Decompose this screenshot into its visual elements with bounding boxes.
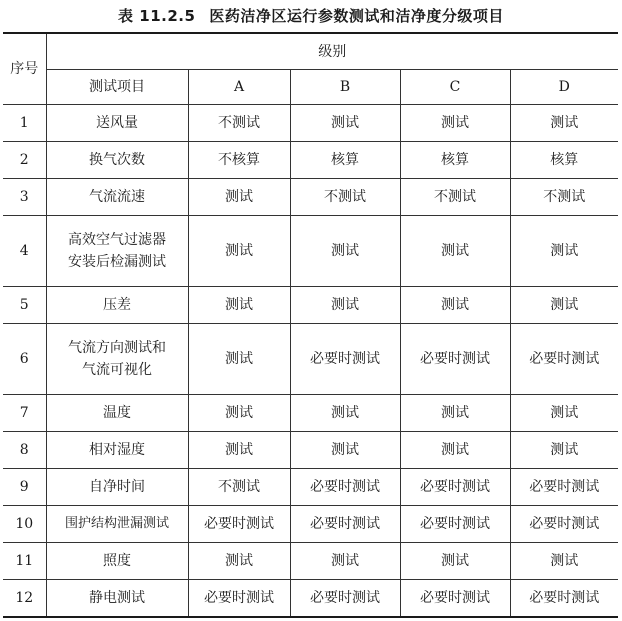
- cell-c: 必要时测试: [400, 469, 510, 506]
- row-item-line: 气流可视化: [82, 362, 152, 378]
- row-number: 7: [3, 395, 46, 432]
- table-row: [3, 469, 618, 506]
- cell-d: 必要时测试: [510, 580, 618, 618]
- header-row-columns: [3, 70, 618, 105]
- cell-a: 测试: [188, 395, 290, 432]
- table-row: [3, 506, 618, 543]
- row-item-line: 安装后检漏测试: [68, 254, 166, 270]
- row-item: 自净时间: [46, 469, 188, 506]
- cell-b: 测试: [290, 216, 400, 287]
- cell-d: 测试: [510, 395, 618, 432]
- cell-a: 测试: [188, 179, 290, 216]
- row-number: 4: [3, 216, 46, 287]
- row-number: 1: [3, 105, 46, 142]
- row-item: 照度: [46, 543, 188, 580]
- cell-b: 必要时测试: [290, 324, 400, 395]
- cell-b: 测试: [290, 432, 400, 469]
- cell-a: 测试: [188, 543, 290, 580]
- cell-b: 测试: [290, 395, 400, 432]
- cell-d: 必要时测试: [510, 469, 618, 506]
- table-caption: [0, 2, 622, 30]
- header-level: 级别: [46, 33, 618, 70]
- cell-c: 测试: [400, 287, 510, 324]
- cell-d: 测试: [510, 216, 618, 287]
- cell-c: 测试: [400, 543, 510, 580]
- cell-b: 必要时测试: [290, 506, 400, 543]
- cell-c: 测试: [400, 216, 510, 287]
- row-item: 压差: [46, 287, 188, 324]
- header-seq: 序号: [3, 33, 46, 105]
- row-number: 5: [3, 287, 46, 324]
- table-row: [3, 324, 618, 395]
- cell-b: 测试: [290, 105, 400, 142]
- table-title: 医药洁净区运行参数测试和洁净度分级项目: [209, 7, 504, 25]
- table-row: [3, 287, 618, 324]
- cell-c: 测试: [400, 432, 510, 469]
- cell-d: 测试: [510, 432, 618, 469]
- cell-b: 测试: [290, 287, 400, 324]
- table-row: [3, 580, 618, 618]
- header-level-b: B: [290, 70, 400, 105]
- row-item: [46, 324, 188, 395]
- row-item: 静电测试: [46, 580, 188, 618]
- row-number: 9: [3, 469, 46, 506]
- cell-a: 必要时测试: [188, 580, 290, 618]
- cell-b: 核算: [290, 142, 400, 179]
- cell-c: 测试: [400, 395, 510, 432]
- table-row: [3, 105, 618, 142]
- table-row: [3, 179, 618, 216]
- header-level-d: D: [510, 70, 618, 105]
- row-item: 换气次数: [46, 142, 188, 179]
- row-item: 温度: [46, 395, 188, 432]
- row-number: 3: [3, 179, 46, 216]
- cell-d: 测试: [510, 105, 618, 142]
- row-item-line: 气流方向测试和: [68, 340, 166, 356]
- cell-c: 必要时测试: [400, 580, 510, 618]
- cell-b: 必要时测试: [290, 580, 400, 618]
- test-items-table: [3, 32, 618, 618]
- cell-a: 不测试: [188, 469, 290, 506]
- cell-b: 测试: [290, 543, 400, 580]
- cell-a: 测试: [188, 324, 290, 395]
- row-item: [46, 216, 188, 287]
- cell-d: 核算: [510, 142, 618, 179]
- row-number: 2: [3, 142, 46, 179]
- cell-d: 必要时测试: [510, 506, 618, 543]
- cell-a: 必要时测试: [188, 506, 290, 543]
- table-row: [3, 216, 618, 287]
- cell-a: 不核算: [188, 142, 290, 179]
- header-row-level: [3, 33, 618, 70]
- row-item: 相对湿度: [46, 432, 188, 469]
- cell-d: 测试: [510, 287, 618, 324]
- cell-b: 必要时测试: [290, 469, 400, 506]
- cell-a: 测试: [188, 216, 290, 287]
- row-item: 气流流速: [46, 179, 188, 216]
- row-number: 8: [3, 432, 46, 469]
- header-level-a: A: [188, 70, 290, 105]
- cell-c: 核算: [400, 142, 510, 179]
- row-item-line: 高效空气过滤器: [68, 232, 166, 248]
- cell-a: 测试: [188, 432, 290, 469]
- header-level-c: C: [400, 70, 510, 105]
- cell-a: 测试: [188, 287, 290, 324]
- table-row: [3, 395, 618, 432]
- table-number: 表 11.2.5: [118, 7, 196, 25]
- cell-c: 不测试: [400, 179, 510, 216]
- cell-b: 不测试: [290, 179, 400, 216]
- table-row: [3, 543, 618, 580]
- row-number: 12: [3, 580, 46, 618]
- cell-c: 测试: [400, 105, 510, 142]
- header-item: 测试项目: [46, 70, 188, 105]
- row-item: 围护结构泄漏测试: [46, 506, 188, 543]
- row-item: 送风量: [46, 105, 188, 142]
- cell-d: 必要时测试: [510, 324, 618, 395]
- cell-c: 必要时测试: [400, 324, 510, 395]
- cell-a: 不测试: [188, 105, 290, 142]
- row-number: 10: [3, 506, 46, 543]
- cell-d: 测试: [510, 543, 618, 580]
- cell-c: 必要时测试: [400, 506, 510, 543]
- row-number: 6: [3, 324, 46, 395]
- cell-d: 不测试: [510, 179, 618, 216]
- row-number: 11: [3, 543, 46, 580]
- table-row: [3, 432, 618, 469]
- table-row: [3, 142, 618, 179]
